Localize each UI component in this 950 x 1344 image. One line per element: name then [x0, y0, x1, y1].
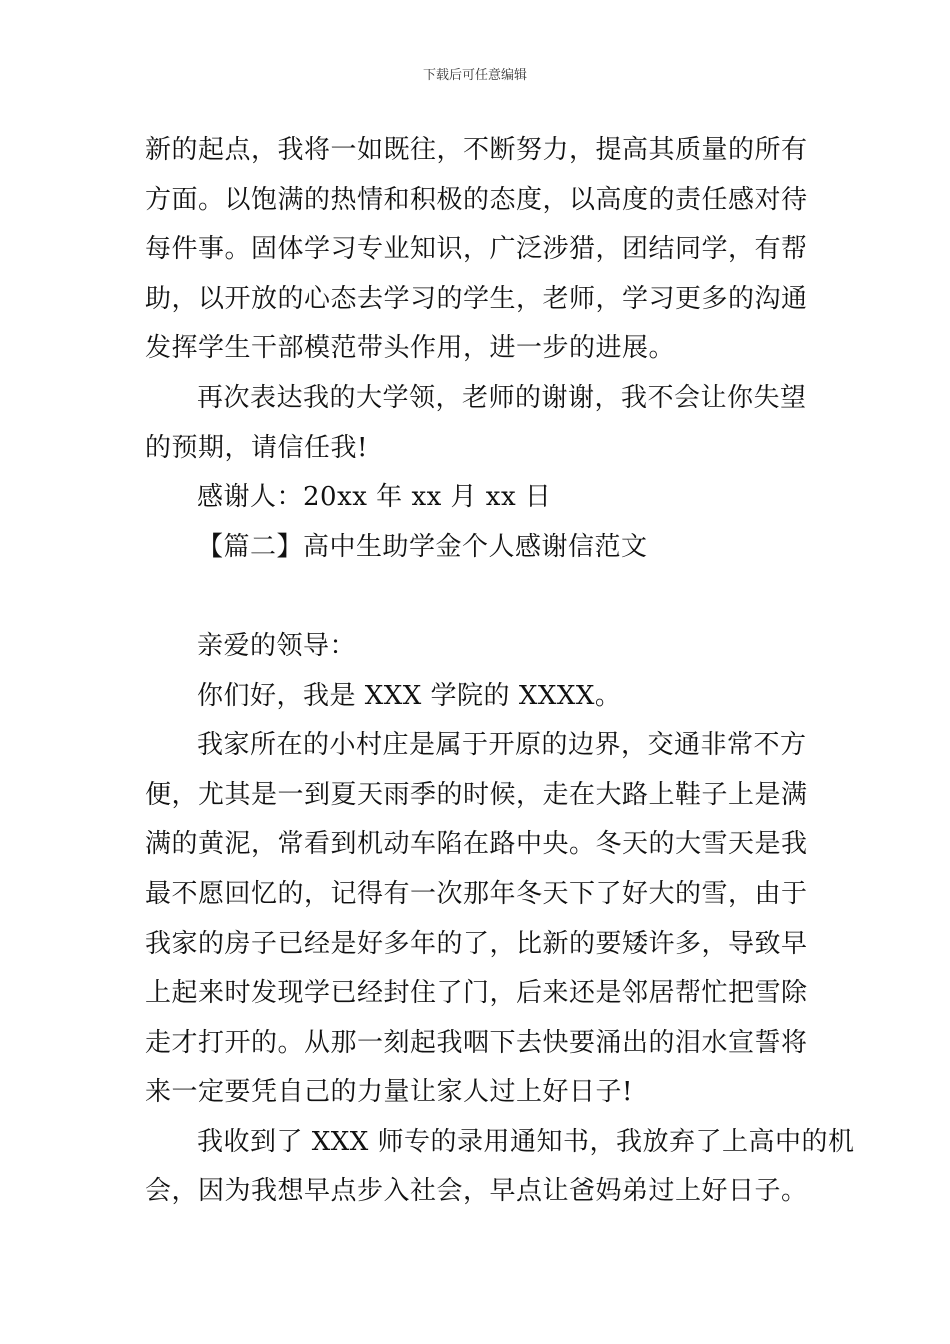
text-line: 我家的房子已经是好多年的了，比新的要矮许多，导致早	[145, 928, 808, 959]
text-line: 方面。以饱满的热情和积极的态度，以高度的责任感对待	[145, 184, 808, 215]
text-line: 助，以开放的心态去学习的学生，老师，学习更多的沟通	[145, 283, 808, 314]
text-line: 走才打开的。从那一刻起我咽下去快要涌出的泪水宣誓将	[145, 1027, 808, 1058]
text-line: 便，尤其是一到夏天雨季的时候，走在大路上鞋子上是满	[145, 779, 808, 810]
text-line: 我家所在的小村庄是属于开原的边界，交通非常不方	[197, 730, 807, 761]
text-line: 每件事。固体学习专业知识，广泛涉猎，团结同学，有帮	[145, 234, 808, 265]
text-line: 新的起点，我将一如既往，不断努力，提高其质量的所有	[145, 135, 808, 165]
text-line: 再次表达我的大学领，老师的谢谢，我不会让你失望	[197, 382, 807, 413]
text-line: 会，因为我想早点步入社会，早点让爸妈弟过上好日子。	[145, 1176, 808, 1207]
text-line: 最不愿回忆的，记得有一次那年冬天下了好大的雪，由于	[145, 878, 808, 909]
text-line: 上起来时发现学已经封住了门，后来还是邻居帮忙把雪除	[145, 978, 808, 1009]
document-body	[145, 126, 855, 1217]
text-line: 我收到了 XXX 师专的录用通知书，我放弃了上高中的机	[197, 1126, 855, 1157]
section-heading: 【篇二】高中生助学金个人感谢信范文	[197, 531, 648, 562]
text-line: 来一定要凭自己的力量让家人过上好日子!	[145, 1077, 633, 1108]
text-line: 的预期，请信任我!	[145, 432, 368, 463]
signature-line: 感谢人：20xx 年 xx 月 xx 日	[197, 482, 552, 513]
greeting-line: 你们好，我是 XXX 学院的 XXXX。	[197, 680, 622, 711]
page-header-note: 下载后可任意编辑	[422, 68, 527, 83]
text-line: 满的黄泥，常看到机动车陷在路中央。冬天的大雪天是我	[145, 829, 808, 860]
salutation: 亲爱的领导：	[197, 630, 357, 661]
blank-line	[145, 572, 809, 622]
text-line: 发挥学生干部模范带头作用，进一步的进展。	[145, 333, 676, 364]
